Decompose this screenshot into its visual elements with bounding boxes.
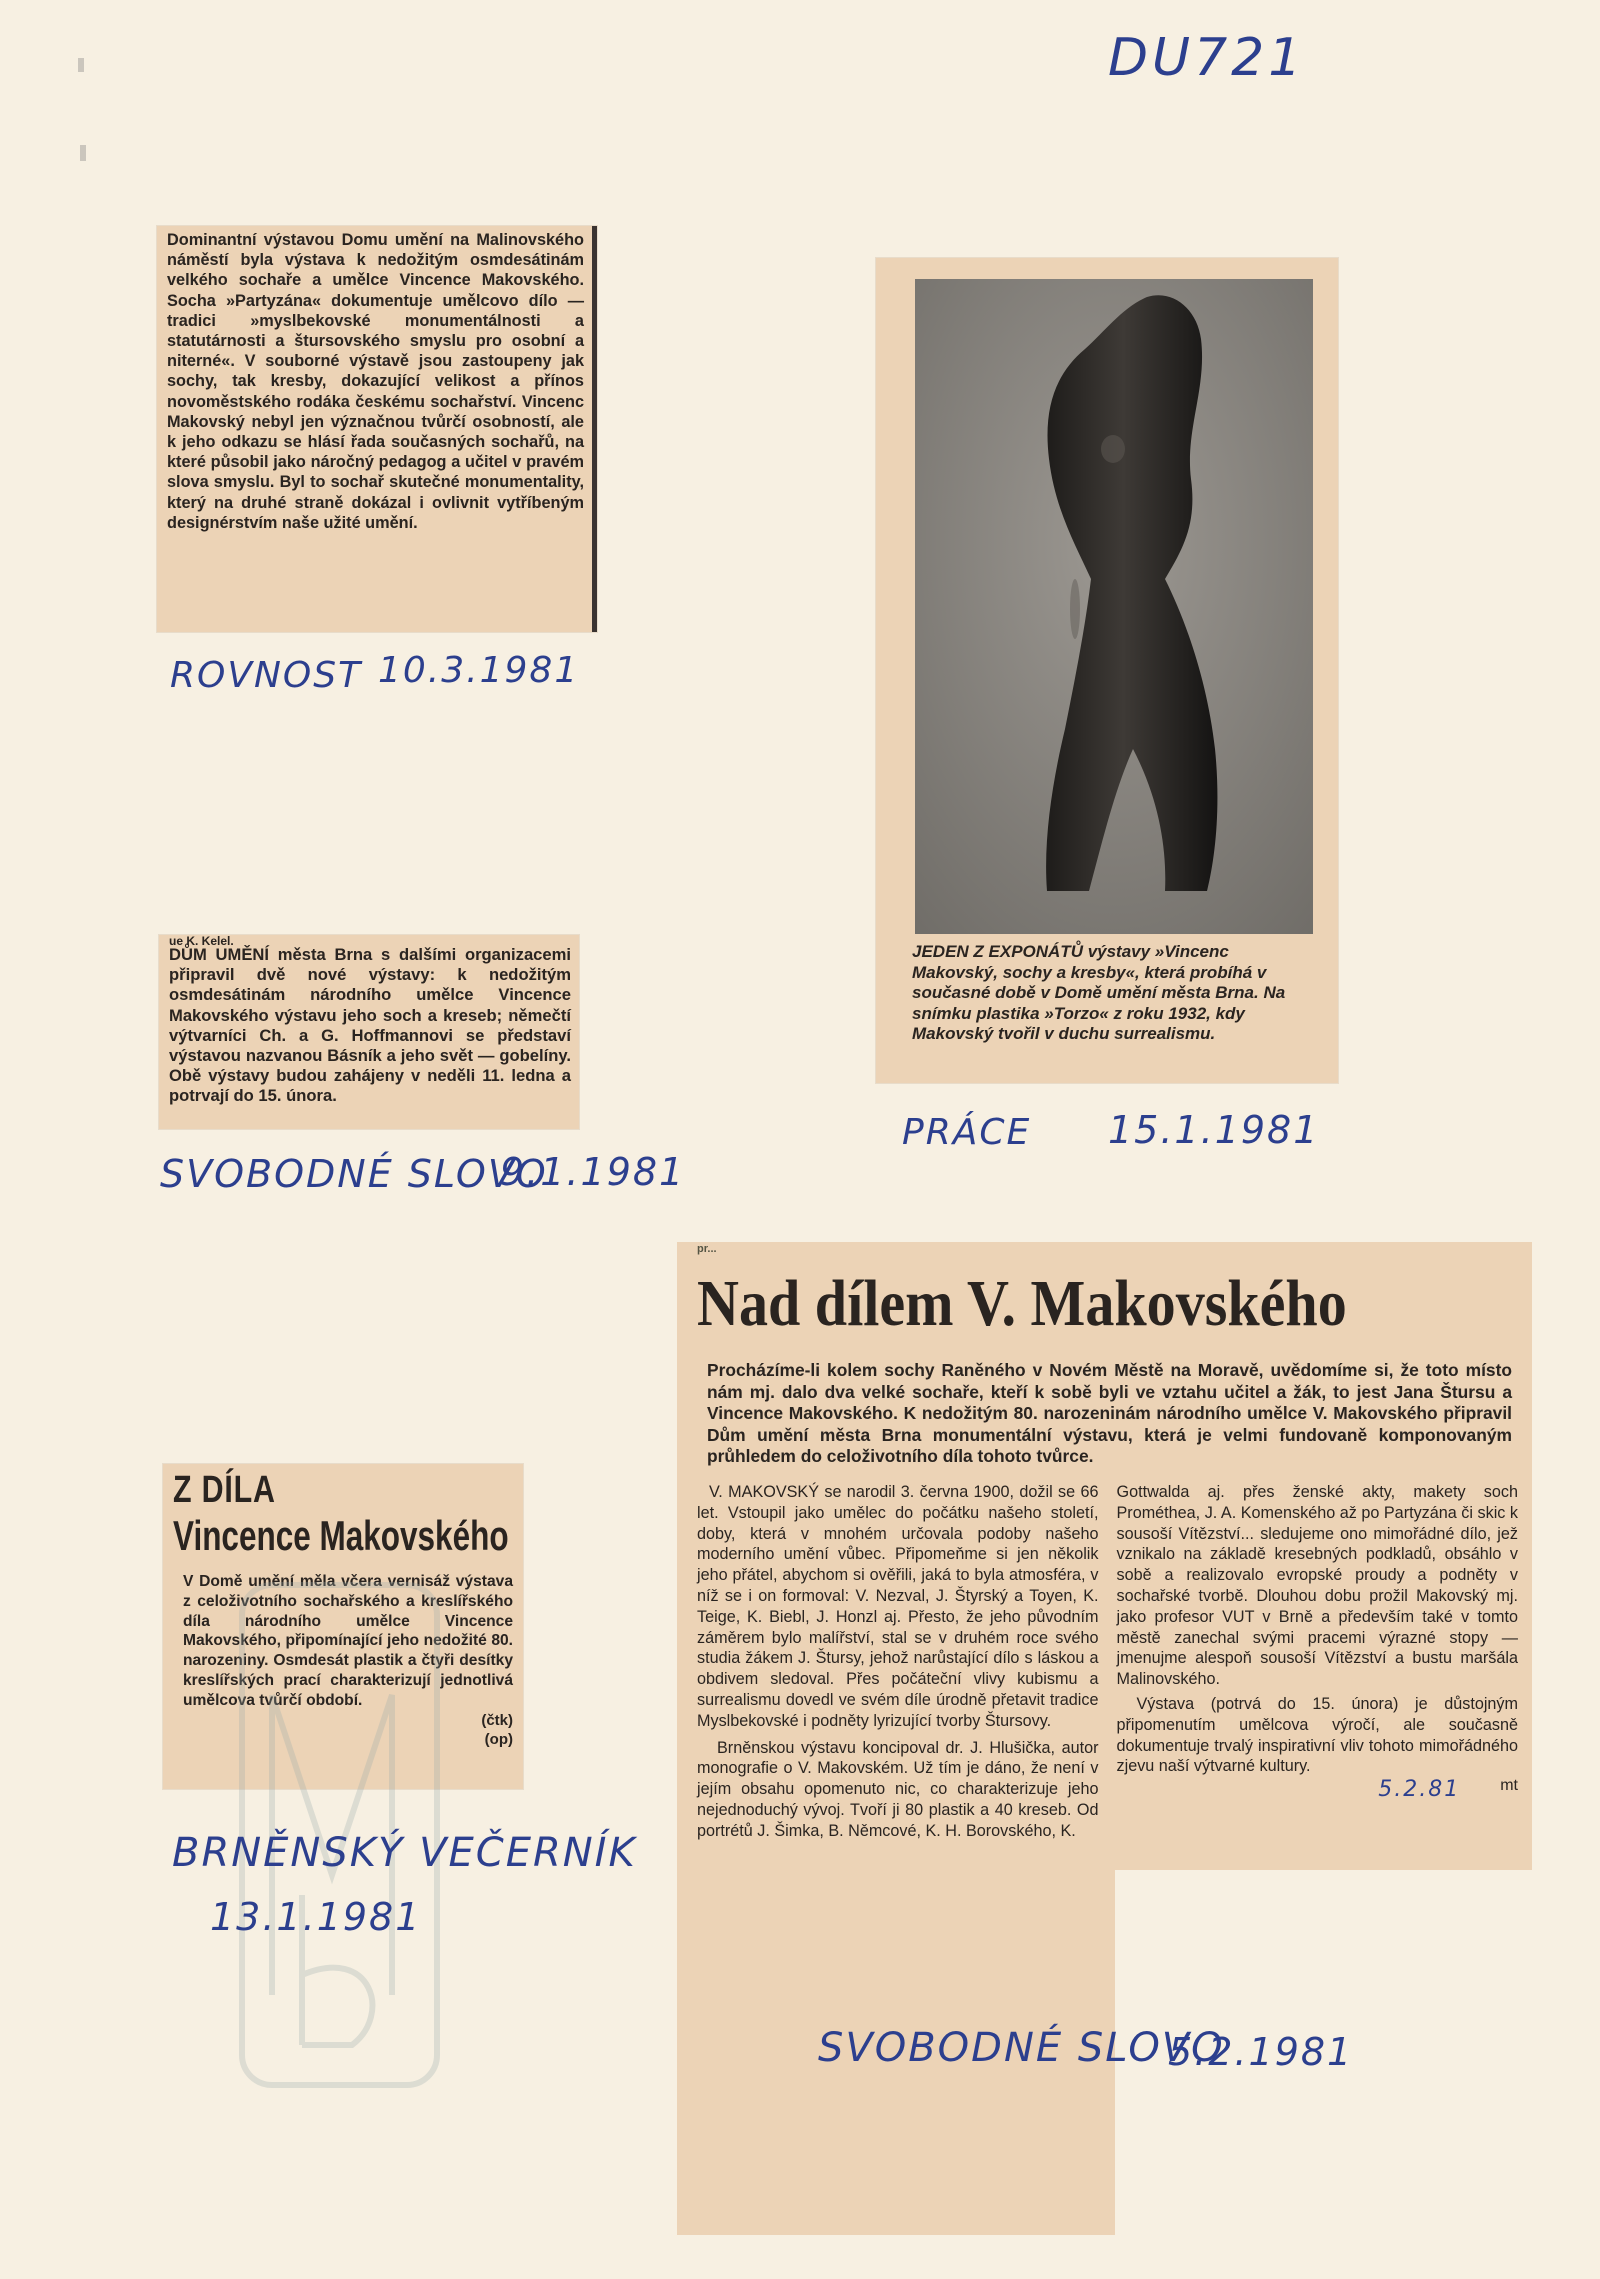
clipping-rovnost [157,226,597,632]
vecernik-title-line2: Vincence Makovského [173,1512,509,1559]
clipping-top-fragment: ue K. Kelel. [169,935,234,945]
date-note-rovnost: 10.3.1981 [378,650,580,691]
clipping-svobodne-slovo-2 [677,1242,1532,2264]
article-headline: Nad dílem V. Makovského [697,1267,1347,1340]
vecernik-title-line1: Z DÍLA [173,1469,276,1511]
clipping-text: DŮM UMĚNÍ města Brna s dalšími organizacemi připravil dvě nové výstavy: k nedožitým osmdesátinám národního umělce Vincence Makovského výstavu jeho soch a kreseb; němečtí výtvarníci Ch. a G. Hoffmannovi se představí výstavou nazvanou Básník a jeho svět — gobelíny. Obě výstavy budou zahájeny v neděli 11. ledna a potrvají do 15. února. [169,945,571,1106]
date-note-svobodne-slovo-1: 9.1.1981 [500,1150,686,1194]
archive-reference: DU721 [1108,28,1306,88]
date-note-svobodne-slovo-2: 5.2.1981 [1168,2030,1354,2074]
article-col1-p2: Brněnskou výstavu koncipoval dr. J. Hlušička, autor monografie o V. Makovském. Už tím je dáno, že není v jejím obsahu opomenuto nic, co charakterizuje jeho nejednoduchý vývoj. Tvoří ji 80 plastik a 40 kreseb. Od portrétů J. Šimka, B. Němcové, K. H. Borovského, K. [697,1738,1099,1840]
date-note-prace: 15.1.1981 [1108,1108,1320,1152]
source-note-prace: PRÁCE [902,1112,1032,1153]
clipping-text: V Domě umění měla včera vernisáž výstava z celoživotního sochařského a kreslířského díla národního umělce Vincence Makovského, připomínající jeho nedožité 80. narozeniny. Osmdesát plastik a čtyři desítky kreslířských prací charakterizují jednotlivá umělcova tvůrčí období. [183,1573,513,1709]
date-note-vecernik: 13.1.1981 [210,1895,422,1939]
article-signature: mt [1500,1777,1518,1795]
photo-caption: JEDEN Z EXPONÁTŮ výstavy »Vincenc Makovský, sochy a kresby«, která probíhá v současné době v Domě umění města Brna. Na snímku plastika »Torzo« z roku 1932, kdy Makovský tvořil v duchu surrealismu. [912,942,1286,1043]
source-note-vecernik: BRNĚNSKÝ VEČERNÍK [172,1830,637,1876]
source-note-svobodne-slovo-2: SVOBODNÉ SLOVO [818,2025,1225,2071]
vecernik-agency: (čtk) [481,1711,513,1729]
source-note-rovnost: ROVNOST [170,655,363,696]
edge-mark [80,145,86,161]
edge-mark [78,58,84,72]
article-col2-p1: Gottwalda aj. přes ženské akty, makety soch Prométhea, J. A. Komenského až po Partyzána či skic k sousoší Vítězství... sledujeme ono mimořádné dílo, jež vznikalo na základě kresebných podkladů, obsáhlo v sobě a realizovalo evropské proudy a podněty v sochařské tvorbě. Dlouhou dobu prožil Makovský mj. jako profesor VUT v Brně a především také v tomto městě zanechal svými pracemi výrazné stopy — jmenujme alespoň sousoší Vítězství a bustu maršála Malinovského. [1116,1482,1518,1689]
clipping-top-fragment: pr... [697,1243,717,1255]
handwritten-stamp-date: 5.2.81 [1378,1777,1461,1803]
torso-sculpture-photo [915,279,1313,934]
article-lead: Procházíme-li kolem sochy Raněného v Novém Městě na Moravě, uvědomíme si, že toto místo nám mj. dalo dva velké sochaře, kteří k sobě byli ve vztahu učitel a žák, to jest Jana Štursu a Vincence Makovského. K nedožitým 80. narozeninám národního umělce V. Makovského připravil Dům umění města Brna monumentální výstavu, která je velmi fundovaně komponovaným průhledem do celoživotního díla tohoto tvůrce. [707,1360,1512,1467]
clipping-text: Dominantní výstavou Domu umění na Malinovského náměstí byla výstava k nedožitým osmdesátinám velkého sochaře a umělce Vincence Makovského. Socha »Partyzána« dokumentuje umělcovo dílo — tradici »myslbekovské monumentálnosti a statutárnosti a štursovského smyslu pro osobní a niterné«. V souborné výstavě jsou zastoupeny jak sochy, tak kresby, dokazující velikost a přínos novoměstského rodáka českému sochařství. Vincenc Makovský nebyl jen význačnou tvůrčí osobností, ale k jeho odkazu se hlásí řada současných sochařů, na které působil jako náročný pedagog a učitel v pravém slova smyslu. Byl to sochař skutečné monumentality, který na druhé straně dokázal i ovlivnit vytříbeným designérstvím naše užité umění. [167,231,584,532]
torso-sculpture-image [915,279,1313,934]
article-col2-p2: Výstava (potrvá do 15. února) je důstojným připomenutím umělcova výročí, ale současně dokumentuje trvalý inspirativní vliv tohoto mimořádného zjevu naší výtvarné kultury. [1116,1694,1518,1776]
source-note-svobodne-slovo-1: SVOBODNÉ SLOVO [160,1152,548,1196]
vecernik-author: (op) [484,1730,513,1748]
article-col1-p1: V. MAKOVSKÝ se narodil 3. června 1900, dožil se 66 let. Vstoupil jako umělec do počátku našeho století, doby, která v mnohém určovala podoby našeho moderního umění vůbec. Připomeňme si jen několik jeho přátel, abychom si ověřili, jaká to byla atmosféra, v níž se i on formoval: V. Nezval, J. Štyrský a Toyen, K. Teige, K. Biebl, J. Honzl aj. Přesto, že jeho původním záměrem bylo malířství, stal se v druhém roce svého studia žákem J. Štursy, jehož narůstající dílo s láskou a obdivem sledoval. Přes počáteční vlivy kubismu a surrealismu dovedl ve svém díle úrodně přetavit tradice Myslbekovské i podněty lyrizující tvorby Štursovy. [697,1482,1099,1730]
clipping-svobodne-slovo-1 [159,935,579,1129]
